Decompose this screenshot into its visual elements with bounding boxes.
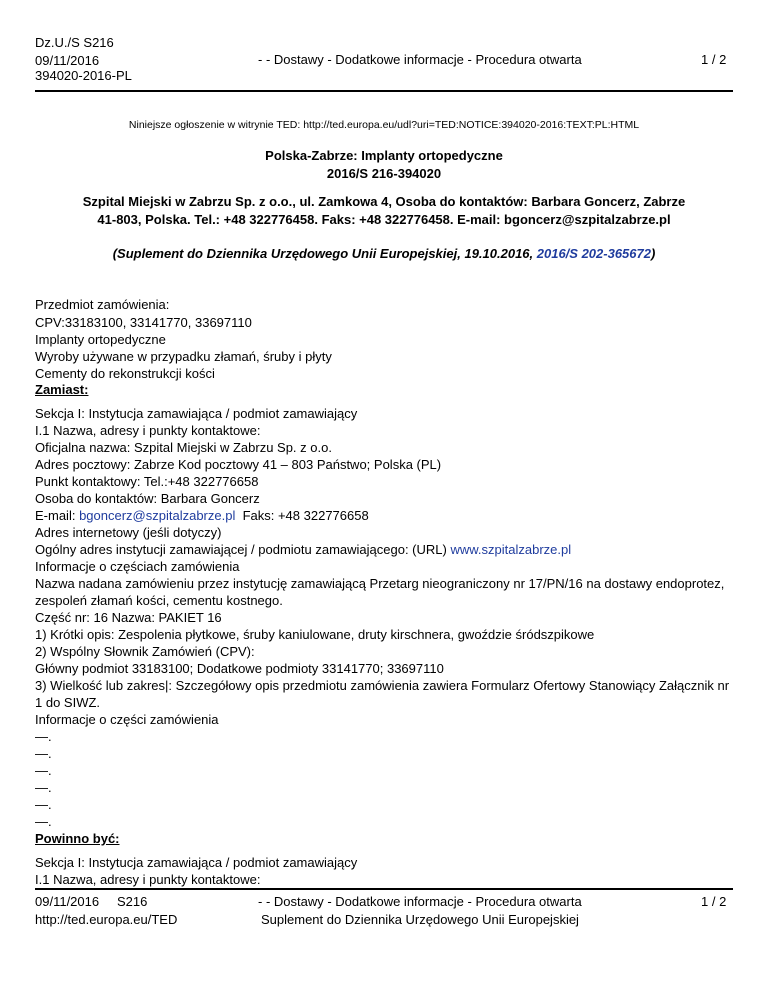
scope-line1: 3) Wielkość lub zakres|: Szczegółowy opis przedmiotu zamówienia zawiera Formularz Ofertowy Stanowiący Załącznik nr <box>35 678 730 693</box>
contract-name-line2: zespoleń złamań kości, cementu kostnego. <box>35 593 283 608</box>
doc-reference: Dz.U./S S216 <box>35 35 114 50</box>
header-date: 09/11/2016 <box>35 53 100 68</box>
dash-line-3: —. <box>35 763 52 778</box>
subject-item-2: Wyroby używane w przypadku złamań, śruby i płyty <box>35 349 332 364</box>
lot-number: Część nr: 16 Nazwa: PAKIET 16 <box>35 610 222 625</box>
footer-divider <box>35 888 733 890</box>
ted-notice-url: Niniejsze ogłoszenie w witrynie TED: http://ted.europa.eu/udl?uri=TED:NOTICE:394020-2016:TEXT:PL:HTML <box>128 119 640 131</box>
header-page-number: 1 / 2 <box>701 52 727 67</box>
contracting-authority-line2: 41-803, Polska. Tel.: +48 322776458. Faks: +48 322776458. E-mail: bgoncerz@szpitalzabrze.pl <box>97 212 671 227</box>
dash-line-4: —. <box>35 780 52 795</box>
supplement-reference: (Suplement do Dziennika Urzędowego Unii Europejskiej, 19.10.2016, 2016/S 202-365672) <box>112 246 656 261</box>
notice-id: 394020-2016-PL <box>35 68 132 83</box>
contract-name-line1: Nazwa nadana zamówieniu przez instytucję zamawiającą Przetarg nieograniczony nr 17/PN/16 na dostawy endoprotez, <box>35 576 725 591</box>
header-divider <box>35 90 733 92</box>
cpv-heading: 2) Wspólny Słownik Zamówień (CPV): <box>35 644 255 659</box>
should-be-heading: Powinno być: <box>35 831 120 846</box>
contracting-authority-line1: Szpital Miejski w Zabrzu Sp. z o.o., ul. Zamkowa 4, Osoba do kontaktów: Barbara Goncerz, Zabrze <box>82 194 686 209</box>
dash-line-2: —. <box>35 746 52 761</box>
dash-line-6: —. <box>35 814 52 829</box>
official-name: Oficjalna nazwa: Szpital Miejski w Zabrzu Sp. z o.o. <box>35 440 332 455</box>
subject-heading: Przedmiot zamówienia: <box>35 297 170 312</box>
footer-url: http://ted.europa.eu/TED <box>35 912 178 927</box>
supplement-link[interactable]: 2016/S 202-365672 <box>536 246 651 261</box>
notice-number: 2016/S 216-394020 <box>326 166 442 181</box>
instead-heading: Zamiast: <box>35 382 89 397</box>
lots-info-heading: Informacje o częściach zamówienia <box>35 559 240 574</box>
footer-page-number: 1 / 2 <box>701 894 727 909</box>
footer-supplement-text: Suplement do Dziennika Urzędowego Unii Europejskiej <box>261 912 579 927</box>
footer-date: 09/11/2016 <box>35 894 100 909</box>
email-fax-line: E-mail: bgoncerz@szpitalzabrze.pl Faks: +48 322776658 <box>35 508 369 523</box>
contact-person: Osoba do kontaktów: Barbara Goncerz <box>35 491 260 506</box>
short-description: 1) Krótki opis: Zespolenia płytkowe, śruby kaniulowane, druty kirschnera, gwoździe śródszpikowe <box>35 627 595 642</box>
section-1-title: Sekcja I: Instytucja zamawiająca / podmiot zamawiający <box>35 406 358 421</box>
lot-info-heading: Informacje o części zamówienia <box>35 712 219 727</box>
postal-address: Adres pocztowy: Zabrze Kod pocztowy 41 – 803 Państwo; Polska (PL) <box>35 457 442 472</box>
footer-center-text: - - Dostawy - Dodatkowe informacje - Procedura otwarta <box>258 894 582 909</box>
section-1-1-title: I.1 Nazwa, adresy i punkty kontaktowe: <box>35 423 261 438</box>
cpv-codes: Główny podmiot 33183100; Dodatkowe podmioty 33141770; 33697110 <box>35 661 444 676</box>
subject-cpv: CPV:33183100, 33141770, 33697110 <box>35 315 252 330</box>
should-section-1-1-title: I.1 Nazwa, adresy i punkty kontaktowe: <box>35 872 261 887</box>
notice-title: Polska-Zabrze: Implanty ortopedyczne <box>265 148 503 163</box>
should-section-1-title: Sekcja I: Instytucja zamawiająca / podmiot zamawiający <box>35 855 358 870</box>
email-link[interactable]: bgoncerz@szpitalzabrze.pl <box>79 508 236 523</box>
dash-line-1: —. <box>35 729 52 744</box>
general-url-line: Ogólny adres instytucji zamawiającej / podmiotu zamawiającego: (URL) www.szpitalzabrze.pl <box>35 542 572 557</box>
dash-line-5: —. <box>35 797 52 812</box>
subject-item-3: Cementy do rekonstrukcji kości <box>35 366 215 381</box>
scope-line2: 1 do SIWZ. <box>35 695 101 710</box>
footer-series: S216 <box>117 894 148 909</box>
internet-address-heading: Adres internetowy (jeśli dotyczy) <box>35 525 222 540</box>
website-link[interactable]: www.szpitalzabrze.pl <box>450 542 572 557</box>
subject-item-1: Implanty ortopedyczne <box>35 332 166 347</box>
contact-point: Punkt kontaktowy: Tel.:+48 322776658 <box>35 474 259 489</box>
header-center-text: - - Dostawy - Dodatkowe informacje - Procedura otwarta <box>258 52 582 67</box>
